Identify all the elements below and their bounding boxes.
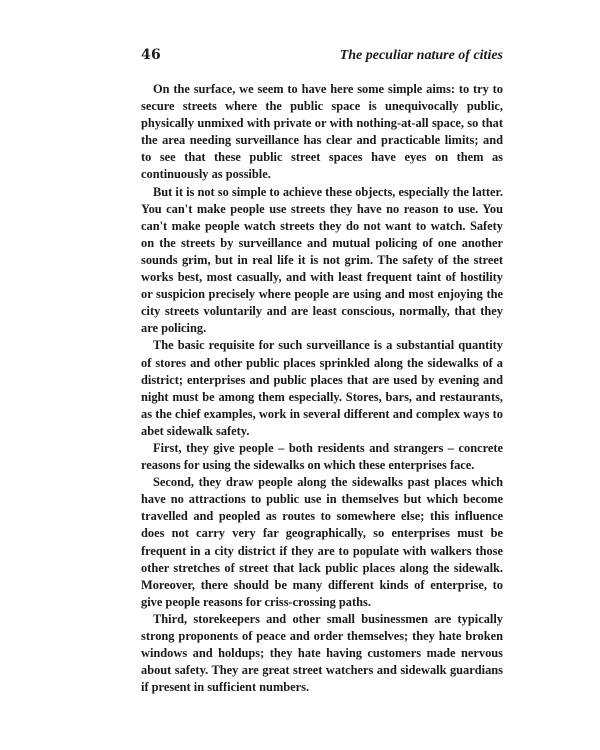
paragraph: First, they give people – both residents and strangers – concrete reasons for using the sidewalks on which these enterprises face. (141, 440, 503, 473)
book-page (141, 47, 503, 696)
paragraph: The basic requisite for such surveillance is a substantial quantity of stores and other public places sprinkled along the sidewalks of a district; enterprises and public places that are used by evening and night must be among them especially. Stores, bars, and restaurants, as the chief examples, work in several different and complex ways to abet sidewalk safety. (141, 338, 503, 438)
paragraph: But it is not so simple to achieve these objects, especially the latter. You can't make people use streets they have no reason to use. You can't make people watch streets they do not want to watch. Safety on the streets by surveillance and mutual policing of one another sounds grim, but in real life it is not grim. The safety of the street works best, most casually, and with least frequent taint of hostility or suspicion precisely where people are using and most enjoying the city streets voluntarily and are least conscious, normally, that they are policing. (141, 184, 503, 336)
paragraph: Second, they draw people along the sidewalks past places which have no attractions to public use in themselves but which become travelled and peopled as routes to somewhere else; this influence does not carry very far geographically, so enterprises must be frequent in a city district if they are to populate with walkers those other stretches of street that lack public places along the sidewalk. Moreover, there should be many different kinds of enterprise, to give people reasons for criss-crossing paths. (141, 475, 503, 609)
body-text (141, 81, 503, 696)
chapter-title: The peculiar nature of cities (339, 48, 503, 63)
paragraph: Third, storekeepers and other small businessmen are typically strong proponents of peace and order themselves; they hate broken windows and holdups; they hate having customers made nervous about safety. They are great street watchers and sidewalk guardians if present in sufficient numbers. (141, 611, 503, 695)
page-number: 46 (141, 47, 162, 63)
paragraph: On the surface, we seem to have here some simple aims: to try to secure streets where the public space is unequivocally public, physically unmixed with private or with nothing-at-all space, so that the area needing surveillance has clear and practicable limits; and to see that these public street spaces have eyes on them as continuously as possible. (141, 82, 503, 182)
running-head (141, 47, 503, 69)
